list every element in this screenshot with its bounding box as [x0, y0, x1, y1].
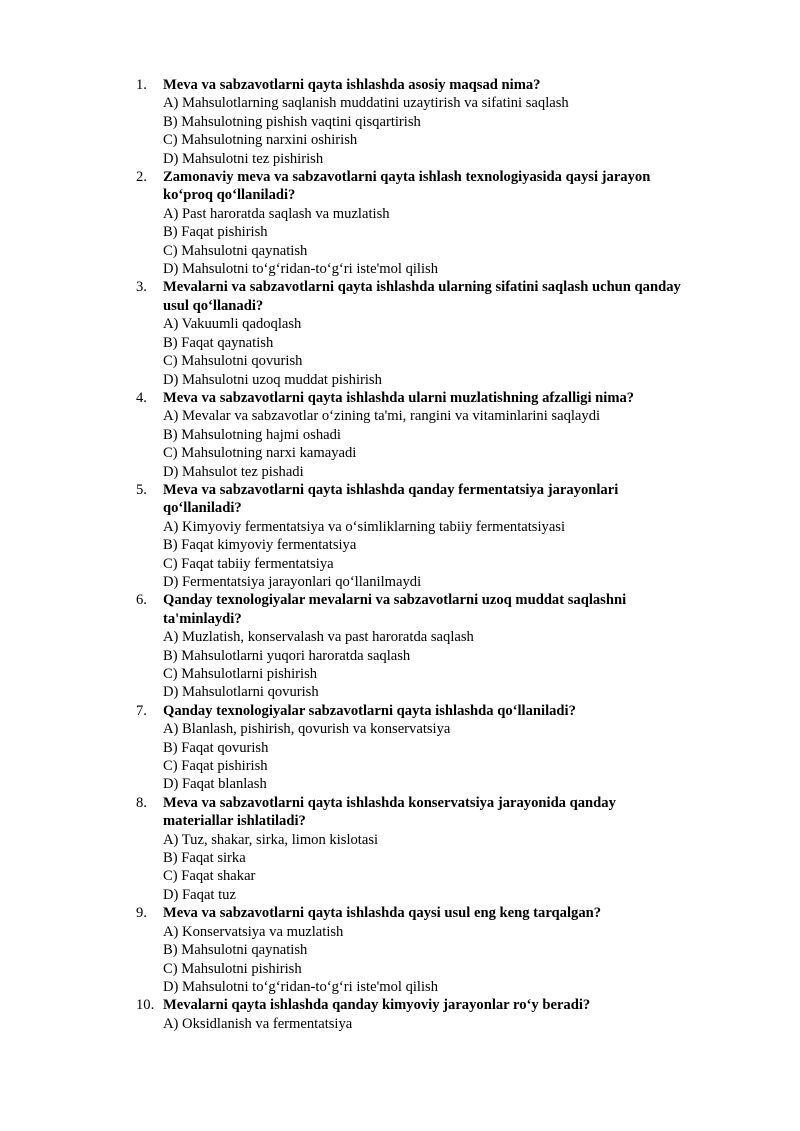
answer-option: D) Fermentatsiya jarayonlari qo‘llanilmaydi — [163, 573, 422, 590]
answer-option: D) Mahsulot tez pishadi — [163, 463, 304, 480]
question-3 — [0, 278, 800, 388]
question-9 — [0, 904, 800, 996]
answer-option: C) Mahsulotni qovurish — [163, 353, 303, 370]
answer-option: D) Mahsulotni to‘g‘ridan-to‘g‘ri iste'mol qilish — [163, 978, 439, 995]
answer-option: D) Mahsulotni to‘g‘ridan-to‘g‘ri iste'mol qilish — [163, 261, 439, 278]
answer-option: B) Mahsulotning pishish vaqtini qisqartirish — [163, 113, 421, 130]
answer-option: C) Mahsulotning narxini oshirish — [163, 132, 358, 149]
answer-option: A) Oksidlanish va fermentatsiya — [163, 1015, 353, 1032]
answer-option: A) Muzlatish, konservalash va past haroratda saqlash — [163, 629, 474, 646]
answer-option: B) Mahsulotni qaynatish — [163, 942, 308, 959]
question-1 — [0, 76, 800, 168]
answer-option: A) Tuz, shakar, sirka, limon kislotasi — [163, 831, 379, 848]
question-5 — [0, 481, 800, 591]
question-7 — [0, 702, 800, 794]
question-text: Qanday texnologiyalar mevalarni va sabzavotlarni uzoq muddat saqlashni ta'minlaydi? — [163, 592, 627, 627]
question-text: Mevalarni va sabzavotlarni qayta ishlashda ularning sifatini saqlash uchun qanday usul qo‘llanadi? — [163, 279, 681, 314]
question-text: Meva va sabzavotlarni qayta ishlashda asosiy maqsad nima? — [163, 77, 541, 93]
answer-option: C) Faqat pishirish — [163, 758, 268, 775]
question-number: 2. — [136, 169, 147, 186]
question-number: 4. — [136, 389, 147, 406]
question-number: 1. — [136, 77, 147, 93]
answer-option: A) Mevalar va sabzavotlar o‘zining ta'mi, rangini va vitaminlarini saqlaydi — [163, 408, 601, 425]
answer-option: C) Mahsulotning narxi kamayadi — [163, 445, 357, 462]
question-text: Mevalarni qayta ishlashda qanday kimyoviy jarayonlar ro‘y beradi? — [163, 997, 591, 1014]
question-number: 10. — [136, 997, 155, 1014]
answer-option: A) Mahsulotlarning saqlanish muddatini uzaytirish va sifatini saqlash — [163, 95, 569, 112]
question-text: Meva va sabzavotlarni qayta ishlashda qanday fermentatsiya jarayonlari qo‘llaniladi? — [163, 481, 619, 517]
question-4 — [0, 389, 800, 481]
answer-option: D) Mahsulotni tez pishirish — [163, 150, 324, 167]
answer-option: C) Mahsulotni qaynatish — [163, 242, 308, 259]
answer-option: B) Faqat sirka — [163, 850, 246, 867]
question-8 — [0, 794, 800, 904]
question-10 — [0, 996, 800, 1033]
question-text: Zamonaviy meva va sabzavotlarni qayta ishlash texnologiyasida qaysi jarayon ko‘proq qo‘llaniladi? — [163, 169, 651, 204]
question-2 — [0, 168, 800, 278]
answer-option: C) Mahsulotlarni pishirish — [163, 666, 318, 682]
answer-option: B) Mahsulotlarni yuqori haroratda saqlash — [163, 647, 411, 664]
answer-option: A) Konservatsiya va muzlatish — [163, 923, 344, 940]
question-text: Meva va sabzavotlarni qayta ishlashda ularni muzlatishning afzalligi nima? — [163, 389, 635, 406]
answer-option: B) Faqat pishirish — [163, 224, 268, 241]
answer-option: A) Blanlash, pishirish, qovurish va konservatsiya — [163, 721, 451, 738]
question-number: 7. — [136, 702, 147, 719]
answer-option: C) Faqat tabiiy fermentatsiya — [163, 555, 334, 572]
question-text: Meva va sabzavotlarni qayta ishlashda konservatsiya jarayonida qanday materiallar ishlatiladi? — [163, 794, 616, 830]
question-number: 5. — [136, 481, 147, 498]
answer-option: B) Mahsulotning hajmi oshadi — [163, 426, 341, 443]
answer-option: B) Faqat kimyoviy fermentatsiya — [163, 537, 357, 554]
answer-option: D) Mahsulotlarni qovurish — [163, 684, 319, 701]
answer-option: D) Faqat blanlash — [163, 776, 267, 793]
quiz-page — [0, 76, 800, 1033]
answer-option: D) Mahsulotni uzoq muddat pishirish — [163, 371, 382, 388]
answer-option: C) Faqat shakar — [163, 868, 256, 885]
answer-option: A) Past haroratda saqlash va muzlatish — [163, 205, 390, 222]
question-6 — [0, 591, 800, 701]
question-number: 8. — [136, 794, 147, 811]
question-text: Qanday texnologiyalar sabzavotlarni qayta ishlashda qo‘llaniladi? — [163, 702, 576, 719]
question-number: 3. — [136, 279, 147, 296]
question-number: 9. — [136, 905, 147, 922]
answer-option: C) Mahsulotni pishirish — [163, 960, 302, 977]
answer-option: A) Vakuumli qadoqlash — [163, 316, 302, 333]
question-text: Meva va sabzavotlarni qayta ishlashda qaysi usul eng keng tarqalgan? — [163, 905, 602, 922]
answer-option: A) Kimyoviy fermentatsiya va o‘simliklarning tabiiy fermentatsiyasi — [163, 518, 566, 535]
answer-option: B) Faqat qovurish — [163, 739, 269, 756]
question-number: 6. — [136, 592, 147, 609]
answer-option: D) Faqat tuz — [163, 886, 236, 903]
answer-option: B) Faqat qaynatish — [163, 334, 274, 351]
